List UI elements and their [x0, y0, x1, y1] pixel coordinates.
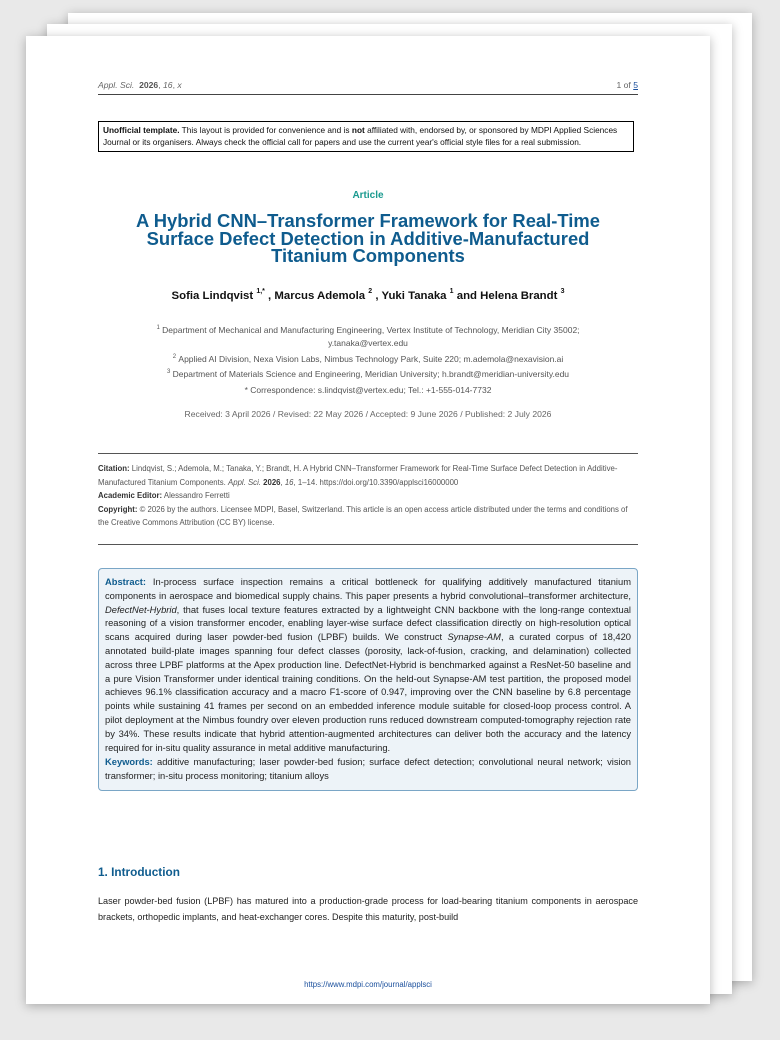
- author-list: Sofia Lindqvist $^{1,*}$ , Marcus Ademola $^2$ , Yuki Tanaka $^1$ and Helena Brandt $^3$: [171, 288, 565, 302]
- section-heading: 1. Introduction: [98, 865, 180, 879]
- author-affil-sup: 2: [368, 288, 373, 295]
- introduction-text: Laser powder-bed fusion (LPBF) has matured into a production-grade process for load-bearing titanium components in aerospace brackets, orthopedic implants, and heat-exchanger cores. Despite this maturity, post-build: [98, 896, 638, 922]
- author-affil-sup: 1,*: [256, 288, 265, 295]
- author-name: Sofia Lindqvist: [171, 290, 254, 302]
- author-affil-sup: 1: [449, 288, 454, 295]
- affiliations: [98, 322, 638, 397]
- divider: [98, 453, 638, 454]
- author-name: Marcus Ademola: [274, 290, 366, 302]
- divider: [98, 544, 638, 545]
- author-affil-sup: 3: [560, 288, 565, 295]
- affiliation-line: y.tanaka@vertex.edu: [328, 338, 408, 349]
- affiliation-line: $^2$ Applied AI Division, Nexa Vision Labs, Nimbus Technology Park, Suite 220; m.ademola@nexavision.ai: [172, 353, 564, 364]
- running-head-journal: Appl. Sci. 2026, 16, x: [98, 80, 182, 90]
- correspondence: * Correspondence: s.lindqvist@vertex.edu; Tel.: +1-555-014-7732: [244, 385, 492, 396]
- article-meta: [98, 462, 638, 530]
- page-total-link[interactable]: 5: [633, 80, 638, 90]
- affiliation-line: $^1$ Department of Mechanical and Manufacturing Engineering, Vertex Institute of Technology, Meridian City 35002;: [156, 325, 580, 335]
- unofficial-template-notice: Unofficial template. This layout is provided for convenience and is not affiliated with, endorsed by, or sponsored by MDPI Applied Sciences Journal or its organisers. Always check the official call for papers and use the current year's official style files for a real submission.: [98, 121, 634, 152]
- author-name: Helena Brandt: [480, 290, 558, 302]
- paper-title: A Hybrid CNN–Transformer Framework for Real-Time Surface Defect Detection in Additive-Manufactured Titanium Components: [136, 210, 600, 266]
- citation: Citation: Lindqvist, S.; Ademola, M.; Tanaka, Y.; Brandt, H. A Hybrid CNN–Transformer Framework for Real-Time Surface Defect Detection in Additive-Manufactured Titanium Components. Appl. Sci. 2026, 16, 1–14. https://doi.org/10.3390/applsci16000000: [98, 464, 618, 487]
- abstract-text: Abstract: In-process surface inspection remains a critical bottleneck for qualifying additively manufactured titanium components in aerospace and biomedical supply chains. This paper presents a hybrid convolutional–transformer architecture, DefectNet-Hybrid, that fuses local texture features extracted by a lightweight CNN backbone with the long-range contextual reasoning of a vision transformer encoder, enabling layer-wise surface defect classification directly on high-resolution optical scans acquired during laser powder-bed fusion (LPBF) builds. We construct Synapse-AM, a curated corpus of 18,420 annotated build-plate images spanning four defect classes (porosity, lack-of-fusion, cracking, and delamination) collected across three LPBF platforms at the Apex production line. DefectNet-Hybrid is benchmarked against a ResNet-50 baseline and a pure Vision Transformer under identical training conditions. On the held-out Synapse-AM test partition, the proposed model achieves 96.1% classification accuracy and a macro F1-score of 0.947, improving over the CNN baseline by 6.8 percentage points while sustaining 41 frames per second on an embedded inference module suitable for closed-loop process control. A pilot deployment at the Nimbus foundry over eleven production runs reduced downstream computed-tomography rejection rate by 34%. These results indicate that hybrid attention-augmented architectures can deliver both the accuracy and the latency required for in-situ quality assurance in metal additive manufacturing.: [105, 577, 631, 753]
- academic-editor: Academic Editor: Alessandro Ferretti: [98, 491, 230, 501]
- running-head: [98, 80, 638, 95]
- publication-dates: Received: 3 April 2026 / Revised: 22 May 2026 / Accepted: 9 June 2026 / Published: 2 July 2026: [184, 409, 552, 419]
- author-name: Yuki Tanaka: [381, 290, 447, 302]
- copyright: Copyright: © 2026 by the authors. Licensee MDPI, Basel, Switzerland. This article is an open access article distributed under the terms and conditions of the Creative Commons Attribution (CC BY) license.: [98, 504, 628, 528]
- paper-page: [26, 36, 710, 1004]
- page-number: 1 of 5: [616, 80, 638, 90]
- keywords: Keywords: additive manufacturing; laser powder-bed fusion; surface defect detection; convolutional neural network; vision transformer; in-situ process monitoring; titanium alloys: [105, 757, 631, 782]
- affiliation-line: $^3$ Department of Materials Science and Engineering, Meridian University; h.brandt@meridian-university.edu: [166, 368, 570, 379]
- abstract-box: [98, 568, 638, 791]
- article-type: Article: [352, 190, 384, 201]
- journal-url-link[interactable]: https://www.mdpi.com/journal/applsci: [304, 980, 432, 989]
